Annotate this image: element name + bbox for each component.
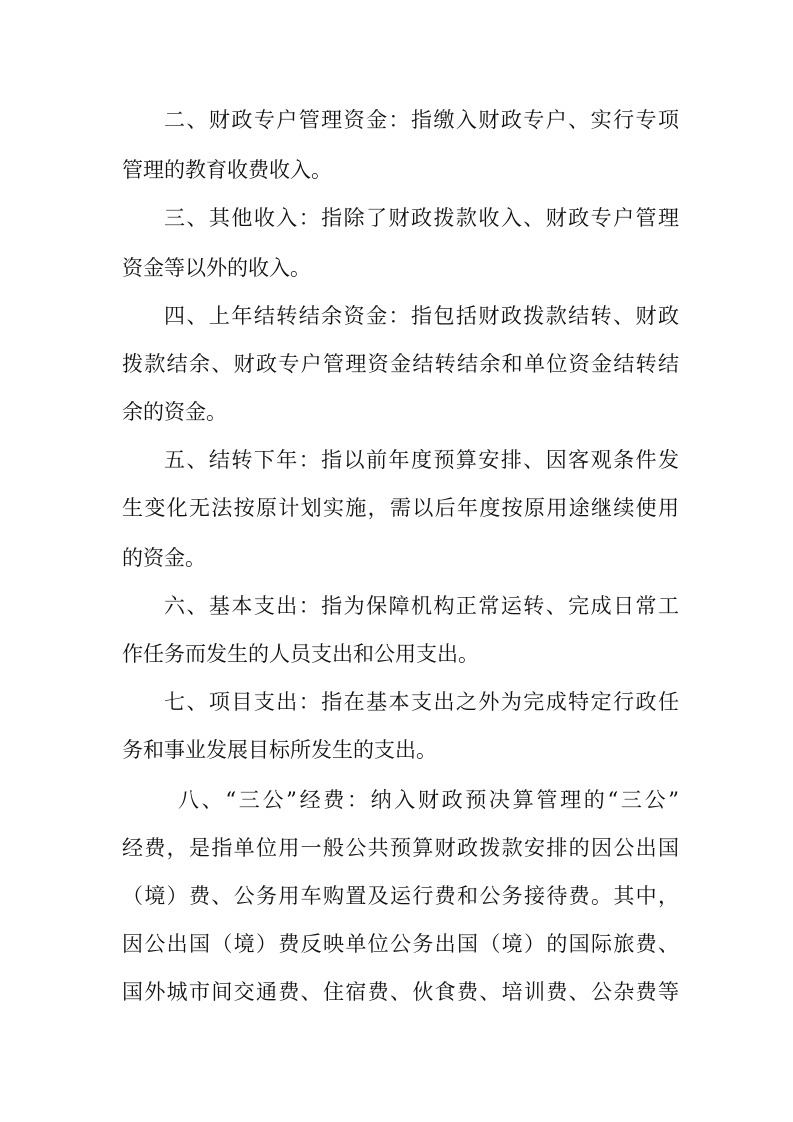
text-line: 作任务而发生的人员支出和公用支出。 (122, 642, 479, 666)
text-line: 管理的教育收费收入。 (122, 158, 332, 182)
text-line: 八、“三公”经费：纳入财政预决算管理的“三公” (178, 788, 679, 812)
text-line: 经费，是指单位用一般公共预算财政拨款安排的因公出国 (122, 836, 679, 860)
text-line: （境）费、公务用车购置及运行费和公务接待费。其中， (122, 884, 679, 908)
text-line: 国外城市间交通费、住宿费、伙食费、培训费、公杂费等 (122, 980, 679, 1004)
text-line: 六、基本支出：指为保障机构正常运转、完成日常工 (164, 594, 679, 618)
text-line: 拨款结余、财政专户管理资金结转结余和单位资金结转结 (122, 352, 679, 376)
text-line: 务和事业发展目标所发生的支出。 (122, 738, 437, 762)
text-line: 五、结转下年：指以前年度预算安排、因客观条件发 (164, 448, 679, 472)
text-line: 余的资金。 (122, 400, 227, 424)
text-line: 的资金。 (122, 546, 206, 570)
text-line: 二、财政专户管理资金：指缴入财政专户、实行专项 (164, 108, 679, 132)
text-line: 生变化无法按原计划实施，需以后年度按原用途继续使用 (122, 496, 679, 520)
text-line: 七、项目支出：指在基本支出之外为完成特定行政任 (164, 690, 679, 714)
text-line: 资金等以外的收入。 (122, 256, 311, 280)
text-line: 因公出国（境）费反映单位公务出国（境）的国际旅费、 (122, 932, 679, 956)
text-line: 四、上年结转结余资金：指包括财政拨款结转、财政 (164, 304, 679, 328)
text-line: 三、其他收入：指除了财政拨款收入、财政专户管理 (164, 206, 679, 230)
